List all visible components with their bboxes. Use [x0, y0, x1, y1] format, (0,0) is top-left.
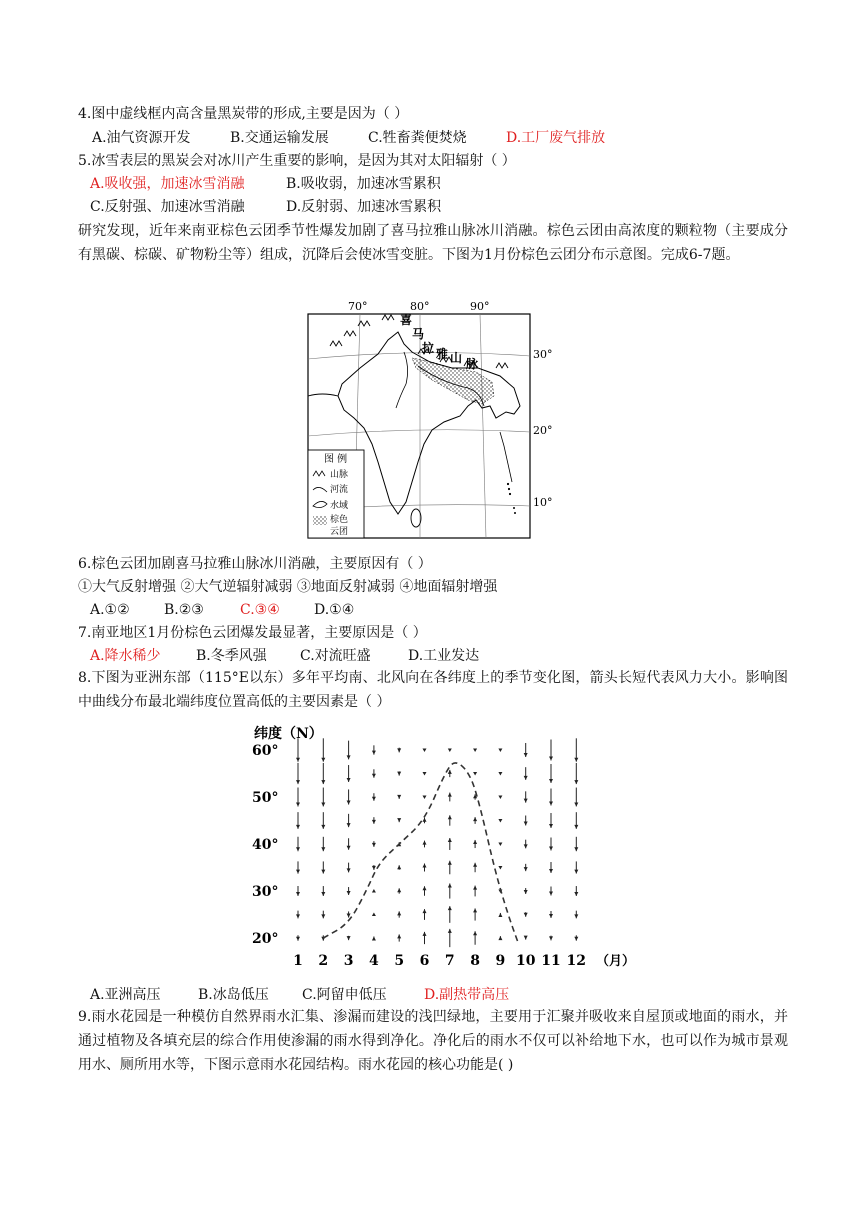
q5-option-a-answer: A.吸收强，加速冰雪消融 — [90, 176, 245, 192]
wind-arrow — [524, 767, 528, 780]
wind-arrow — [498, 819, 502, 823]
wind-arrow — [448, 861, 452, 875]
wind-arrow — [549, 936, 553, 941]
q4-option-d-answer: D.工厂废气排放 — [506, 130, 606, 146]
wind-arrow — [524, 936, 528, 940]
wind-arrow — [321, 763, 325, 784]
wind-arrow — [473, 817, 477, 824]
wind-arrow — [574, 861, 578, 873]
wind-arrow — [372, 769, 376, 777]
legend-cloud-1: 棕色 — [330, 515, 349, 525]
mountain-name-6: 脉 — [466, 357, 479, 371]
wind-arrow — [397, 888, 401, 893]
wind-arrow — [473, 772, 477, 776]
q8-option-a: A.亚洲高压 — [90, 987, 161, 1003]
wind-arrow — [397, 771, 401, 775]
wind-arrow — [347, 887, 351, 895]
wind-arrow — [524, 912, 528, 917]
wind-arrow — [372, 913, 376, 917]
wind-arrow — [296, 886, 300, 896]
x-tick-label: 6 — [419, 953, 430, 969]
wind-arrow — [423, 749, 427, 753]
q7-option-b: B.冬季风强 — [196, 648, 267, 664]
wind-arrow — [549, 887, 553, 896]
mountain-name-4: 雅 — [436, 347, 449, 361]
wind-arrow — [372, 936, 376, 940]
wind-arrow — [524, 791, 528, 802]
q5-stem: 5.冰雪表层的黑炭会对冰川产生重要的影响，是因为其对太阳辐射（ ） — [78, 153, 516, 169]
q5-option-c: C.反射强、加速冰雪消融 — [90, 199, 245, 215]
wind-arrow — [347, 911, 351, 917]
wind-arrow — [574, 763, 578, 784]
q7-option-c: C.对流旺盛 — [300, 648, 371, 664]
wind-latitude-chart — [240, 722, 640, 984]
wind-arrow — [347, 863, 351, 873]
wind-arrow — [498, 843, 502, 847]
wind-arrow — [372, 745, 376, 754]
wind-arrow — [524, 840, 528, 849]
mountain-name-1: 喜 — [400, 313, 413, 327]
wind-arrow — [397, 748, 401, 753]
wind-arrow — [423, 841, 427, 848]
wind-arrow — [296, 763, 300, 784]
wind-arrow — [372, 793, 376, 801]
wind-arrow — [448, 929, 452, 947]
q8-stem: 8.下图为亚洲东部（115°E以东）多年平均南、北风向在各纬度上的季节变化图，箭头长短代表风力大小。影响图中曲线分布最北端纬度位置高低的主要因素是（ ） — [78, 670, 788, 710]
x-tick-label: 3 — [343, 953, 354, 969]
wind-arrow — [321, 861, 325, 873]
q8-option-b: B.冰岛低压 — [198, 987, 269, 1003]
wind-arrow — [549, 838, 553, 851]
wind-arrow — [296, 788, 300, 807]
wind-arrow — [574, 837, 578, 851]
wind-arrow — [423, 886, 427, 895]
wind-arrow — [498, 772, 502, 776]
q4-options — [92, 127, 605, 149]
intro-6-7: 研究发现，近年来南亚棕色云团季节性爆发加剧了喜马拉雅山脉冰川消融。棕色云团由高浓度的颗粒物（主要成分有黑碳、棕碳、矿物粉尘等）组成，沉降后会使冰雪变脏。下图为1月份棕色云团分布示意图。完成6-7题。 — [78, 223, 788, 263]
q7-option-a-answer: A.降水稀少 — [90, 648, 161, 664]
chart-xlabel: （月） — [596, 954, 636, 969]
wind-arrow — [397, 795, 401, 799]
lon-label-90: 90° — [470, 300, 490, 313]
wind-arrow — [423, 796, 427, 800]
q4-option-a: A.油气资源开发 — [92, 130, 191, 146]
q7-stem: 7.南亚地区1月份棕色云团爆发最显著，主要原因是（ ） — [78, 625, 427, 641]
y-tick-label: 60° — [252, 743, 279, 759]
wind-arrow — [549, 739, 553, 760]
wind-arrow — [347, 814, 351, 827]
mountain-name-3: 拉 — [422, 341, 435, 355]
wind-arrow — [498, 913, 502, 917]
wind-arrow — [423, 932, 427, 944]
wind-arrow — [347, 936, 351, 940]
lon-label-70: 70° — [348, 300, 368, 313]
q6-option-b: B.②③ — [164, 602, 204, 618]
q8-options — [90, 984, 509, 1006]
y-tick-label: 20° — [252, 931, 279, 947]
legend-mountain: 山脉 — [330, 470, 349, 480]
q6-option-a: A.①② — [90, 602, 130, 618]
wind-arrow — [498, 866, 502, 870]
q6-option-d: D.①④ — [314, 602, 355, 618]
wind-arrow — [549, 813, 553, 828]
lat-label-20: 20° — [533, 424, 553, 437]
wind-arrow-grid — [296, 738, 578, 947]
wind-arrow — [473, 886, 477, 897]
wind-arrow — [574, 788, 578, 807]
x-tick-label: 10 — [515, 953, 536, 969]
wind-arrow — [296, 861, 300, 873]
q6-statements: ①大气反射增强 ②大气逆辐射减弱 ③地面反射减弱 ④地面辐射增强 — [78, 579, 498, 595]
wind-arrow — [448, 838, 452, 850]
wind-arrow — [347, 838, 351, 850]
wind-arrow — [549, 788, 553, 805]
wind-arrow — [397, 818, 401, 822]
wind-arrow — [473, 863, 477, 872]
lat-label-30: 30° — [533, 348, 553, 361]
q8-option-c: C.阿留申低压 — [302, 987, 387, 1003]
wind-arrow — [448, 749, 452, 753]
wind-arrow — [524, 888, 528, 894]
wind-arrow — [423, 863, 427, 871]
x-tick-labels — [293, 953, 586, 969]
wind-arrow — [524, 816, 528, 826]
legend-cloud-2: 云团 — [330, 527, 349, 537]
wind-arrow — [423, 818, 427, 823]
wind-arrow — [397, 865, 401, 870]
x-tick-label: 9 — [495, 953, 506, 969]
wind-arrow — [372, 889, 376, 893]
wind-arrow — [473, 840, 477, 848]
wind-arrow — [296, 911, 300, 919]
x-tick-label: 2 — [318, 953, 329, 969]
wind-arrow — [296, 837, 300, 851]
wind-arrow — [448, 906, 452, 923]
wind-arrow — [347, 765, 351, 782]
q9-text: 9.雨水花园是一种模仿自然界雨水汇集、渗漏而建设的浅凹绿地，主要用于汇聚并吸收来自屋顶或地面的雨水，并通过植物及各填充层的综合作用使渗漏的雨水得到净化。净化后的雨水不仅可以补给地下水，也可以作为城市景观用水、厕所用水等，下图示意雨水花园结构。雨水花园的核心功能是( ) — [78, 1009, 788, 1073]
wind-arrow — [574, 935, 578, 940]
q5-options-row2 — [90, 196, 441, 218]
wind-arrow — [473, 931, 477, 945]
q6-options — [90, 599, 354, 621]
q4-option-b: B.交通运输发展 — [230, 130, 329, 146]
wind-arrow — [372, 865, 376, 870]
x-tick-label: 4 — [369, 953, 379, 969]
wind-arrow — [448, 793, 452, 802]
legend-title: 图 例 — [324, 454, 348, 465]
y-tick-label: 30° — [252, 884, 279, 900]
wind-arrow — [321, 812, 325, 829]
wind-arrow — [574, 886, 578, 896]
wind-arrow — [372, 841, 376, 847]
wind-arrow — [448, 815, 452, 825]
wind-arrow — [473, 749, 477, 753]
wind-arrow — [397, 934, 401, 941]
brown-cloud-map — [300, 296, 562, 544]
q5-option-b: B.吸收弱，加速冰雪累积 — [286, 176, 441, 192]
wind-arrow — [574, 812, 578, 829]
wind-arrow — [347, 789, 351, 804]
wind-arrow — [321, 911, 325, 919]
wind-arrow — [296, 935, 300, 940]
wind-arrow — [321, 837, 325, 851]
wind-arrow — [549, 911, 553, 918]
q5-option-d: D.反射弱、加速冰雪累积 — [286, 199, 442, 215]
wind-arrow — [524, 864, 528, 871]
wind-arrow — [498, 749, 502, 753]
wind-arrow — [549, 764, 553, 783]
q7-option-d: D.工业发达 — [408, 648, 480, 664]
lon-label-80: 80° — [410, 300, 430, 313]
y-tick-label: 40° — [252, 837, 279, 853]
q6-stem: 6.棕色云团加剧喜马拉雅山脉冰川消融，主要原因有（ ） — [78, 556, 432, 572]
wind-arrow — [448, 883, 452, 898]
wind-arrow — [498, 796, 502, 800]
wind-arrow — [397, 911, 401, 917]
wind-arrow — [347, 741, 351, 760]
x-tick-label: 12 — [566, 953, 587, 969]
q5-options-row1 — [90, 173, 441, 195]
wind-arrow — [296, 812, 300, 829]
y-tick-labels — [252, 743, 278, 947]
wind-arrow — [498, 936, 502, 940]
wind-boundary-curve — [323, 763, 518, 943]
wind-arrow — [448, 770, 452, 777]
wind-arrow — [423, 772, 427, 776]
wind-arrow — [574, 738, 578, 761]
legend-river: 河流 — [330, 485, 349, 495]
x-tick-label: 8 — [470, 953, 480, 969]
mountain-name-2: 马 — [412, 327, 425, 341]
mountain-name-5: 山 — [450, 351, 463, 365]
chart-ylabel: 纬度（N） — [254, 726, 323, 742]
wind-arrow — [321, 886, 325, 896]
x-tick-label: 1 — [293, 953, 303, 969]
wind-arrow — [423, 909, 427, 920]
x-tick-label: 11 — [541, 953, 561, 969]
q7-options — [90, 645, 479, 667]
q6-option-c-answer: C.③④ — [240, 602, 280, 618]
x-tick-label: 5 — [394, 953, 405, 969]
q4-option-c: C.牲畜粪便焚烧 — [368, 130, 467, 146]
wind-arrow — [574, 911, 578, 919]
y-tick-label: 50° — [252, 790, 279, 806]
q4-stem: 4.图中虚线框内高含量黑炭带的形成,主要是因为（ ） — [78, 106, 409, 122]
wind-arrow — [473, 908, 477, 920]
lat-label-10: 10° — [533, 496, 553, 509]
legend-cloud-icon — [313, 516, 327, 525]
legend-water: 水域 — [330, 501, 349, 511]
wind-arrow — [372, 817, 376, 824]
wind-arrow — [321, 788, 325, 807]
q8-option-d-answer: D.副热带高压 — [424, 987, 510, 1003]
wind-arrow — [524, 743, 528, 757]
x-tick-label: 7 — [444, 953, 455, 969]
wind-arrow — [549, 862, 553, 873]
